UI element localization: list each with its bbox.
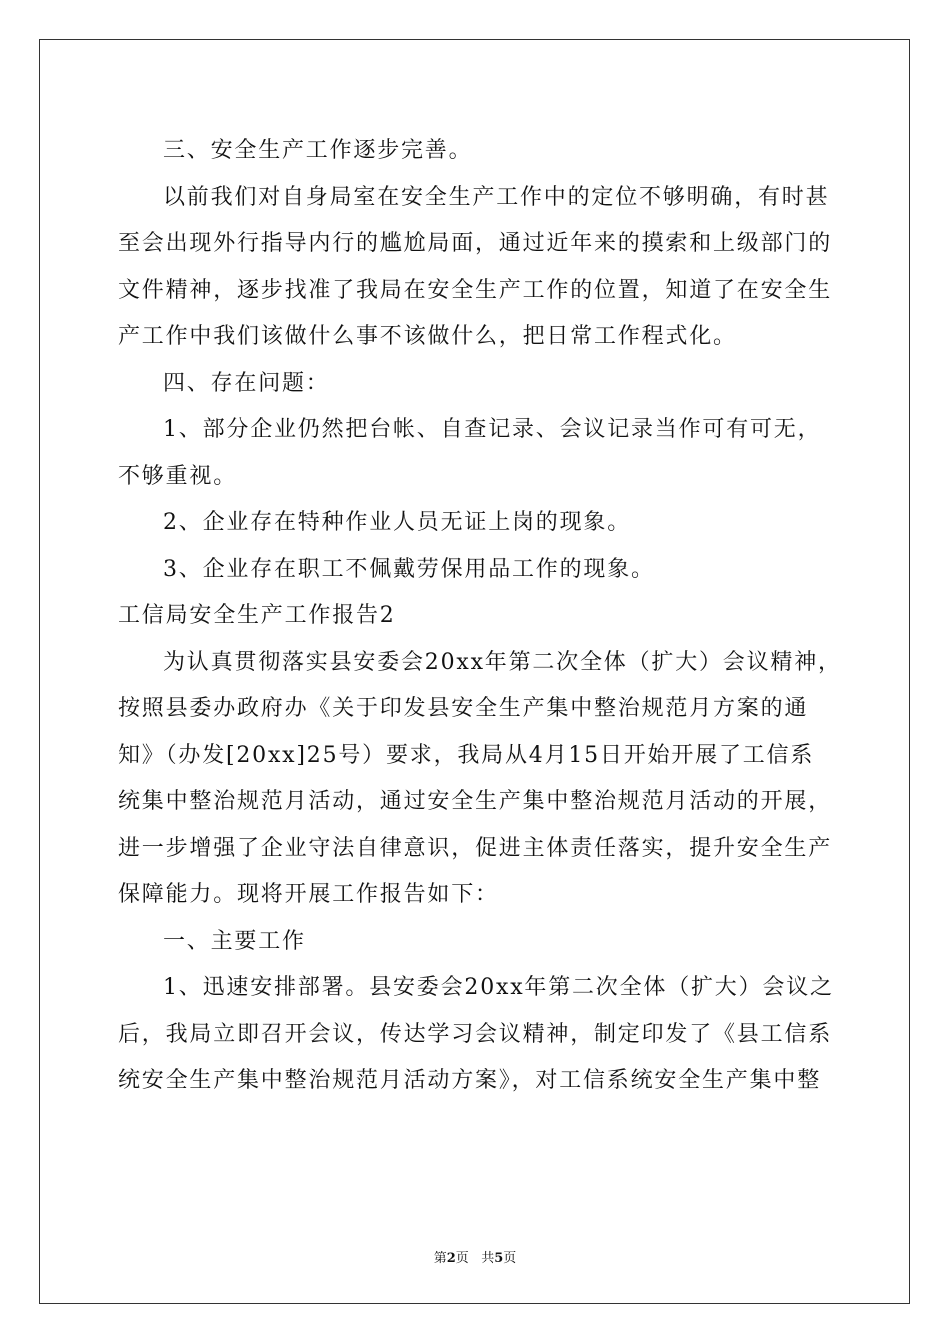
footer-total-prefix: 共 (481, 1251, 495, 1266)
paragraph-line: 1、部分企业仍然把台帐、自查记录、会议记录当作可有可无， (163, 417, 822, 442)
report-title: 工信局安全生产工作报告2 (118, 603, 396, 628)
paragraph-line: 后，我局立即召开会议，传达学习会议精神，制定印发了《县工信系 (118, 1021, 833, 1047)
paragraph-line: 保障能力。现将开展工作报告如下： (118, 882, 499, 907)
paragraph-line: 统安全生产集中整治规范月活动方案》，对工信系统安全生产集中整 (118, 1068, 822, 1093)
section-heading: 四、存在问题： (163, 370, 330, 396)
section-heading: 一、主要工作 (163, 928, 306, 954)
footer-prefix: 第 (433, 1251, 447, 1266)
current-page-number: 2 (446, 1251, 456, 1266)
paragraph-line: 以前我们对自身局室在安全生产工作中的定位不够明确，有时甚 (163, 184, 830, 210)
paragraph-line: 2、企业存在特种作业人员无证上岗的现象。 (163, 510, 631, 535)
footer-page-word: 页 (455, 1251, 469, 1266)
paragraph-line: 文件精神，逐步找准了我局在安全生产工作的位置，知道了在安全生 (118, 277, 833, 303)
paragraph-line: 统集中整治规范月活动，通过安全生产集中整治规范月活动的开展， (118, 789, 833, 814)
paragraph-line: 进一步增强了企业守法自律意识，促进主体责任落实，提升安全生产 (118, 835, 833, 861)
paragraph-line: 3、企业存在职工不佩戴劳保用品工作的现象。 (163, 556, 655, 582)
footer-total-suffix: 页 (503, 1251, 517, 1266)
paragraph-line: 三、安全生产工作逐步完善。 (163, 138, 473, 163)
paragraph-line: 产工作中我们该做什么事不该做什么，把日常工作程式化。 (118, 324, 737, 349)
paragraph-line: 知》（办发[20xx]25号）要求，我局从4月15日开始开展了工信系 (118, 742, 815, 768)
paragraph-line: 按照县委办政府办《关于印发县安全生产集中整治规范月方案的通 (118, 696, 809, 721)
paragraph-line: 1、迅速安排部署。县安委会20xx年第二次全体（扩大）会议之 (163, 975, 834, 1000)
paragraph-line: 至会出现外行指导内行的尴尬局面，通过近年来的摸索和上级部门的 (118, 231, 833, 256)
paragraph-line: 为认真贯彻落实县安委会20xx年第二次全体（扩大）会议精神， (163, 649, 842, 675)
paragraph-line: 不够重视。 (118, 463, 238, 489)
total-pages-number: 5 (494, 1251, 504, 1266)
document-body (118, 128, 842, 1105)
page-footer (0, 1247, 950, 1266)
